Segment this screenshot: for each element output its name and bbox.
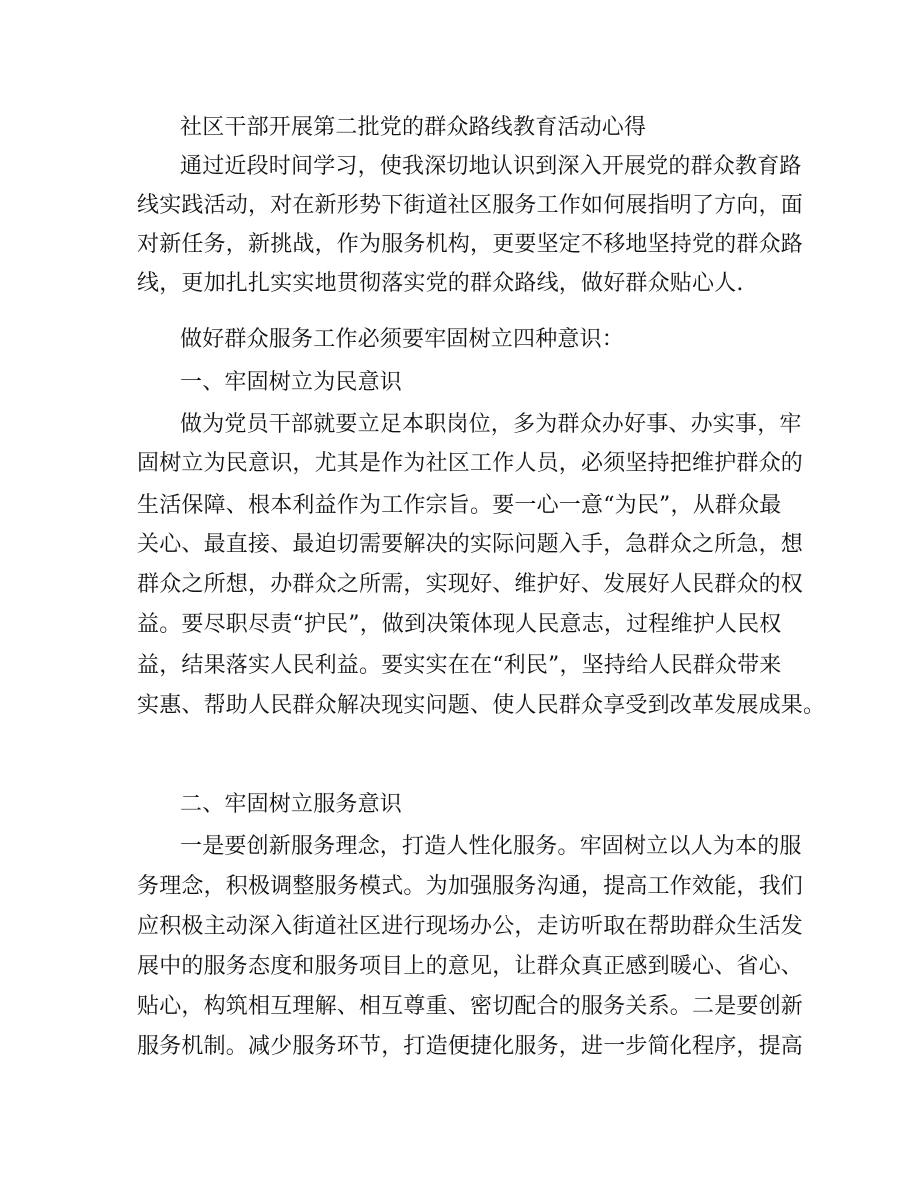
document-title: 社区干部开展第二批党的群众路线教育活动心得 <box>180 115 647 140</box>
section-2-line-5: 贴心，构筑相互理解、相互尊重、密切配合的服务关系。二是要创新 <box>137 994 804 1019</box>
section-1-line-8: 实惠、帮助人民群众解决现实问题、使人民群众享受到改革发展成果。 <box>137 693 826 718</box>
section-1-line-3: 生活保障、根本利益作为工作宗旨。要一心一意“为民”，从群众最 <box>137 493 782 518</box>
section-2-line-6: 服务机制。减少服务环节，打造便捷化服务，进一步简化程序，提高 <box>137 1034 804 1059</box>
paragraph-1-line-3: 对新任务，新挑战，作为服务机构，更要坚定不移地坚持党的群众路 <box>137 232 804 257</box>
section-1-line-2: 固树立为民意识，尤其是作为社区工作人员，必须坚持把维护群众的 <box>137 451 804 476</box>
section-1-line-4: 关心、最直接、最迫切需要解决的实际问题入手，急群众之所急，想 <box>137 532 804 557</box>
section-2-line-2: 务理念，积极调整服务模式。为加强服务沟通，提高工作效能，我们 <box>137 874 804 899</box>
section-1-line-5: 群众之所想，办群众之所需，实现好、维护好、发展好人民群众的权 <box>137 572 804 597</box>
section-1-line-6: 益。要尽职尽责“护民”，做到决策体现人民意志，过程维护人民权 <box>137 612 782 637</box>
paragraph-1-line-2: 线实践活动，对在新形势下街道社区服务工作如何展指明了方向，面 <box>137 193 804 218</box>
section-1-heading: 一、牢固树立为民意识 <box>180 370 403 395</box>
paragraph-1-line-1: 通过近段时间学习，使我深切地认识到深入开展党的群众教育路 <box>180 154 802 179</box>
section-2-line-4: 展中的服务态度和服务项目上的意见，让群众真正感到暖心、省心、 <box>137 954 804 979</box>
intro-line: 做好群众服务工作必须要牢固树立四种意识： <box>180 327 625 352</box>
section-1-line-1: 做为党员干部就要立足本职岗位，多为群众办好事、办实事，牢 <box>180 412 802 437</box>
section-2-line-3: 应积极主动深入街道社区进行现场办公，走访听取在帮助群众生活发 <box>137 914 804 939</box>
section-2-heading: 二、牢固树立服务意识 <box>180 792 403 817</box>
section-2-line-1: 一是要创新服务理念，打造人性化服务。牢固树立以人为本的服 <box>180 834 802 859</box>
section-1-line-7: 益，结果落实人民利益。要实实在在“利民”，坚持给人民群众带来 <box>137 653 782 678</box>
paragraph-1-line-4: 线，更加扎扎实实地贯彻落实党的群众路线，做好群众贴心人. <box>137 271 744 296</box>
